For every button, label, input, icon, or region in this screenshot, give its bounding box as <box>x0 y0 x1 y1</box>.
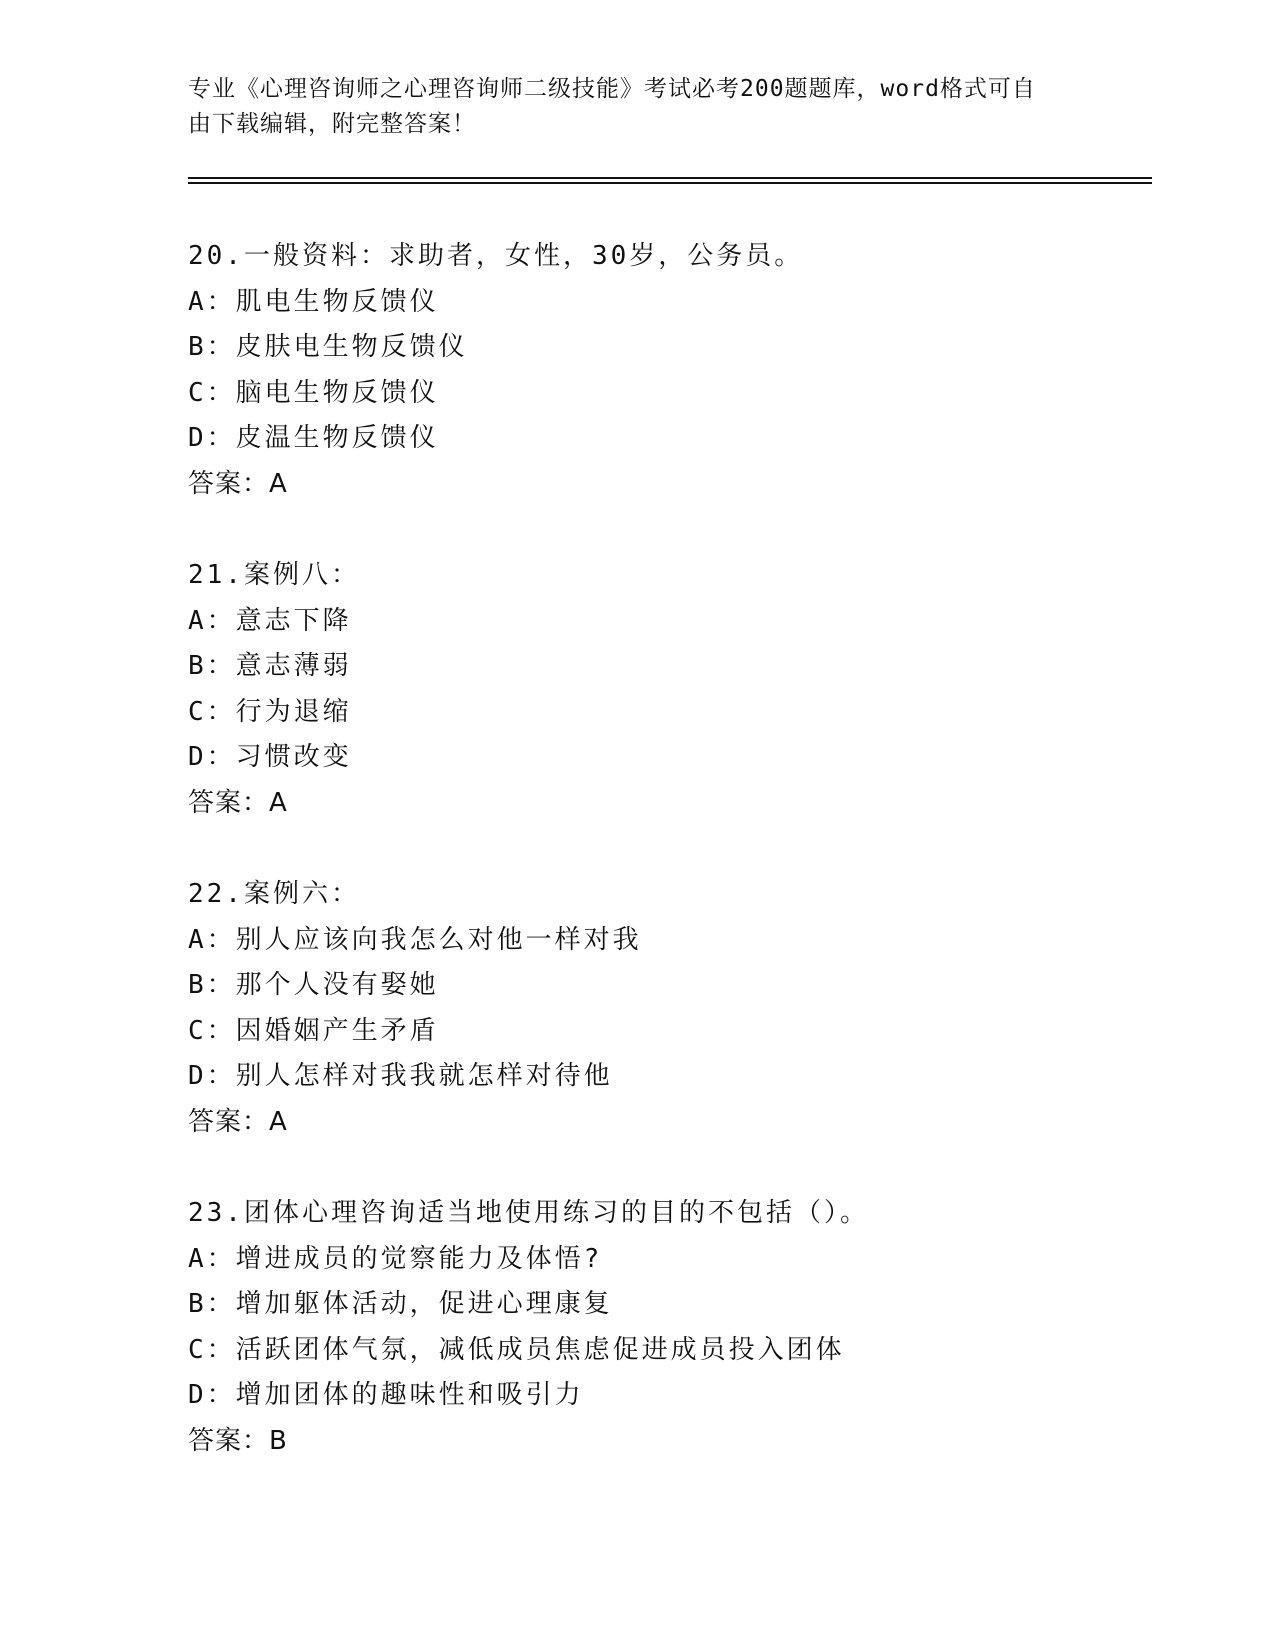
question-stem: 20.一般资料：求助者，女性，30岁，公务员。 <box>188 241 804 271</box>
question-stem: 23.团体心理咨询适当地使用练习的目的不包括（）。 <box>188 1198 869 1228</box>
option-d: D：别人怎样对我我就怎样对待他 <box>188 1061 613 1092</box>
option-d: D：皮温生物反馈仪 <box>188 423 439 454</box>
option-a: A：别人应该向我怎么对他一样对我 <box>188 924 642 955</box>
answer: 答案：A <box>188 468 288 499</box>
option-d: D：习惯改变 <box>188 742 352 773</box>
answer: 答案：B <box>188 1425 288 1456</box>
option-b: B：增加躯体活动，促进心理康复 <box>188 1289 613 1320</box>
document-header <box>188 72 1088 142</box>
option-c: C：行为退缩 <box>188 696 352 727</box>
question-20 <box>188 234 1168 508</box>
question-stem: 22.案例六： <box>188 879 360 909</box>
option-c: C：因婚姻产生矛盾 <box>188 1015 439 1046</box>
question-23 <box>188 1191 1168 1465</box>
option-a: A：意志下降 <box>188 605 352 636</box>
question-stem: 21.案例八： <box>188 560 360 590</box>
option-d: D：增加团体的趣味性和吸引力 <box>188 1380 584 1411</box>
question-21 <box>188 553 1168 827</box>
header-line-1: 专业《心理咨询师之心理咨询师二级技能》考试必考200题题库，word格式可自 <box>188 76 1036 102</box>
answer: 答案：A <box>188 1106 288 1137</box>
header-line-2: 由下载编辑，附完整答案！ <box>188 111 476 137</box>
option-c: C：脑电生物反馈仪 <box>188 377 439 408</box>
header-divider-top <box>188 177 1152 179</box>
header-divider-bottom <box>188 182 1152 184</box>
answer: 答案：A <box>188 787 288 818</box>
option-c: C：活跃团体气氛，减低成员焦虑促进成员投入团体 <box>188 1334 845 1365</box>
option-a: A：肌电生物反馈仪 <box>188 286 439 317</box>
option-a: A：增进成员的觉察能力及体悟? <box>188 1243 603 1274</box>
question-22 <box>188 872 1168 1146</box>
option-b: B：意志薄弱 <box>188 651 352 682</box>
option-b: B：皮肤电生物反馈仪 <box>188 332 468 363</box>
option-b: B：那个人没有娶她 <box>188 970 439 1001</box>
